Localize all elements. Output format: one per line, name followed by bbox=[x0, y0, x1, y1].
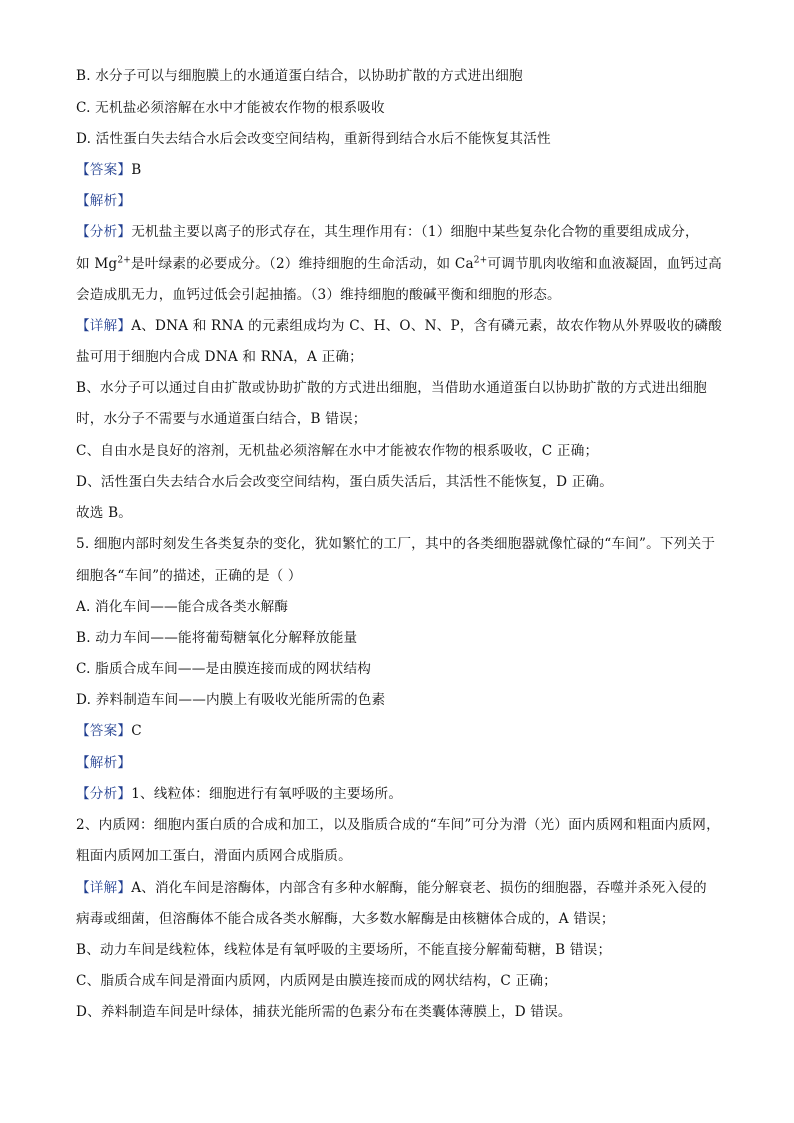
q4-answer bbox=[76, 160, 736, 180]
q4-detail-d: D、活性蛋白失去结合水后会改变空间结构，蛋白质失活后，其活性不能恢复，D 正确。 bbox=[76, 474, 614, 490]
q4-option-c: C. 无机盐必须溶解在水中才能被农作物的根系吸收 bbox=[76, 100, 385, 116]
q4-detail-a-line2: 盐可用于细胞内合成 DNA 和 RNA，A 正确； bbox=[76, 349, 363, 365]
detail-tag: 【详解】 bbox=[76, 880, 132, 896]
fenxi-text-c: 可调节肌肉收缩和血液凝固，血钙过高 bbox=[487, 256, 722, 272]
q5-detail-a-line2: 病毒或细菌，但溶酶体不能合成各类水解酶，大多数水解酶是由核糖体合成的，A 错误； bbox=[76, 911, 615, 927]
mg-superscript: 2+ bbox=[117, 255, 132, 266]
q4-fenxi-line1 bbox=[76, 222, 736, 242]
answer-tag: 【答案】 bbox=[76, 723, 132, 739]
q4-fenxi-line2 bbox=[76, 254, 736, 274]
fenxi-text-b: 是叶绿素的必要成分。（2）维持细胞的生命活动，如 Ca bbox=[131, 256, 474, 272]
q5-option-d: D. 养料制造车间——内膜上有吸收光能所需的色素 bbox=[76, 692, 386, 708]
q5-answer bbox=[76, 721, 736, 741]
q4-detail-c: C、自由水是良好的溶剂，无机盐必须溶解在水中才能被农作物的根系吸收，C 正确； bbox=[76, 443, 599, 459]
q5-fenxi-line1 bbox=[76, 784, 736, 804]
fenxi-tag: 【分析】 bbox=[76, 786, 132, 802]
detail-text: A、DNA 和 RNA 的元素组成均为 C、H、O、N、P，含有磷元素，故农作物从外界吸收的磷酸 bbox=[131, 318, 722, 334]
detail-text: A、消化车间是溶酶体，内部含有多种水解酶，能分解衰老、损伤的细胞器，吞噬并杀死入侵的 bbox=[131, 880, 707, 896]
q5-option-b: B. 动力车间——能将葡萄糖氧化分解释放能量 bbox=[76, 630, 358, 646]
answer-value: C bbox=[131, 723, 142, 739]
q5-option-c: C. 脂质合成车间——是由膜连接而成的网状结构 bbox=[76, 661, 372, 677]
fenxi-text: 无机盐主要以离子的形式存在，其生理作用有：（1）细胞中某些复杂化合物的重要组成成分， bbox=[131, 224, 699, 240]
q5-fenxi-line3: 粗面内质网加工蛋白，滑面内质网合成脂质。 bbox=[76, 848, 352, 864]
q4-detail-b-line1: B、水分子可以通过自由扩散或协助扩散的方式进出细胞，当借助水通道蛋白以协助扩散的方式进出细胞 bbox=[76, 380, 707, 396]
q4-option-d: D. 活性蛋白失去结合水后会改变空间结构，重新得到结合水后不能恢复其活性 bbox=[76, 131, 551, 147]
q5-detail-c: C、脂质合成车间是滑面内质网，内质网是由膜连接而成的网状结构，C 正确； bbox=[76, 973, 557, 989]
fenxi-text-a: 如 Mg bbox=[76, 256, 118, 272]
q5-analysis-heading: 【解析】 bbox=[76, 755, 132, 771]
q5-detail-d: D、养料制造车间是叶绿体，捕获光能所需的色素分布在类囊体薄膜上，D 错误。 bbox=[76, 1004, 572, 1020]
fenxi-tag: 【分析】 bbox=[76, 224, 132, 240]
answer-value: B bbox=[131, 162, 142, 178]
q5-detail-a-line1 bbox=[76, 878, 736, 898]
q4-option-b: B. 水分子可以与细胞膜上的水通道蛋白结合，以协助扩散的方式进出细胞 bbox=[76, 68, 523, 84]
q4-analysis-heading: 【解析】 bbox=[76, 193, 132, 209]
q4-conclusion: 故选 B。 bbox=[76, 505, 133, 521]
detail-tag: 【详解】 bbox=[76, 318, 132, 334]
ca-superscript: 2+ bbox=[473, 255, 488, 266]
q4-fenxi-line3: 会造成肌无力，血钙过低会引起抽搐。（3）维持细胞的酸碱平衡和细胞的形态。 bbox=[76, 287, 561, 303]
q5-option-a: A. 消化车间——能合成各类水解酶 bbox=[76, 599, 289, 615]
q5-stem-line2: 细胞各“车间”的描述，正确的是（ ） bbox=[76, 568, 302, 584]
q5-stem-line1: 5. 细胞内部时刻发生各类复杂的变化，犹如繁忙的工厂，其中的各类细胞器就像忙碌的“车间”。下列关于 bbox=[76, 536, 716, 552]
fenxi-text: 1、线粒体：细胞进行有氧呼吸的主要场所。 bbox=[131, 786, 403, 802]
q4-detail-b-line2: 时，水分子不需要与水通道蛋白结合，B 错误； bbox=[76, 411, 367, 427]
q5-fenxi-line2: 2、内质网：细胞内蛋白质的合成和加工，以及脂质合成的“车间”可分为滑（光）面内质网和粗面内质网， bbox=[76, 817, 720, 833]
q4-detail-a-line1 bbox=[76, 316, 736, 336]
q5-detail-b: B、动力车间是线粒体，线粒体是有氧呼吸的主要场所，不能直接分解葡萄糖，B 错误； bbox=[76, 942, 612, 958]
answer-tag: 【答案】 bbox=[76, 162, 132, 178]
